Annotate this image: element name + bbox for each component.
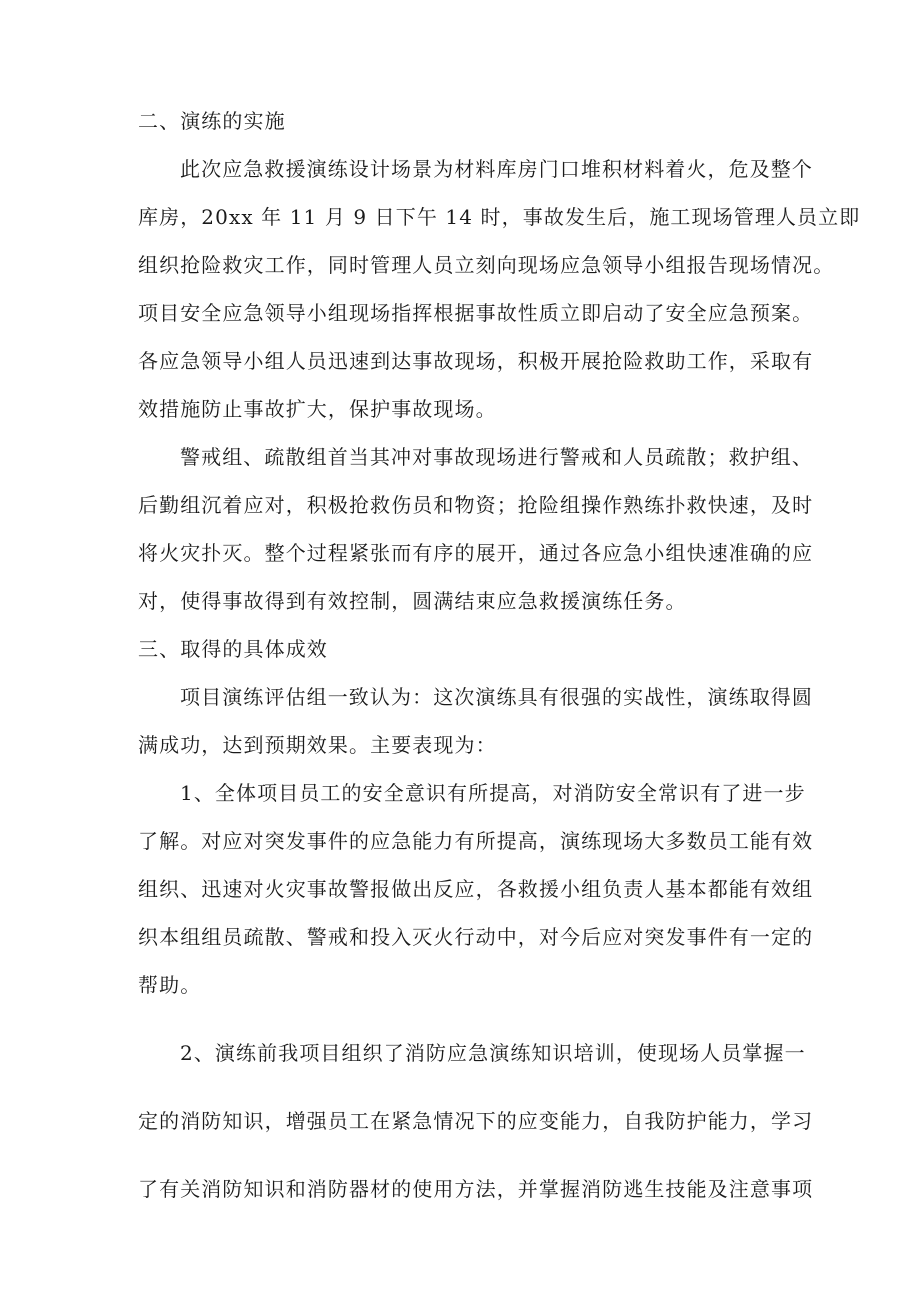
list-item-line: 组织、迅速对火灾事故警报做出反应，各救援小组负责人基本都能有效组 xyxy=(138,877,814,901)
paragraph-line: 项目演练评估组一致认为：这次演练具有很强的实战性，演练取得圆 xyxy=(180,685,813,709)
paragraph-line: 此次应急救援演练设计场景为材料库房门口堆积材料着火，危及整个 xyxy=(180,157,813,181)
list-item-line: 织本组组员疏散、警戒和投入灭火行动中，对今后应对突发事件有一定的 xyxy=(138,925,814,949)
paragraph-line: 组织抢险救灾工作，同时管理人员立刻向现场应急领导小组报告现场情况。 xyxy=(138,253,835,277)
list-item-line: 1、全体项目员工的安全意识有所提高，对消防安全常识有了进一步 xyxy=(180,781,806,805)
paragraph-line: 各应急领导小组人员迅速到达事故现场，积极开展抢险救助工作，采取有 xyxy=(138,349,814,373)
list-item-line: 了解。对应对突发事件的应急能力有所提高，演练现场大多数员工能有效 xyxy=(138,829,814,853)
paragraph-line: 将火灾扑灭。整个过程紧张而有序的展开，通过各应急小组快速准确的应 xyxy=(138,541,814,565)
paragraph-line: 对，使得事故得到有效控制，圆满结束应急救援演练任务。 xyxy=(138,589,687,613)
paragraph-line: 警戒组、疏散组首当其冲对事故现场进行警戒和人员疏散；救护组、 xyxy=(180,445,813,469)
paragraph-line: 效措施防止事故扩大，保护事故现场。 xyxy=(138,397,497,421)
paragraph-line: 满成功，达到预期效果。主要表现为： xyxy=(138,733,497,757)
section-heading-results: 三、取得的具体成效 xyxy=(138,637,328,661)
list-item-line: 定的消防知识，增强员工在紧急情况下的应变能力，自我防护能力，学习 xyxy=(138,1109,814,1133)
section-heading-implementation: 二、演练的实施 xyxy=(138,109,286,133)
list-item-line: 了有关消防知识和消防器材的使用方法，并掌握消防逃生技能及注意事项 xyxy=(138,1177,814,1201)
list-item-line: 2、演练前我项目组织了消防应急演练知识培训，使现场人员掌握一 xyxy=(180,1041,806,1065)
paragraph-line: 后勤组沉着应对，积极抢救伤员和物资；抢险组操作熟练扑救快速，及时 xyxy=(138,493,814,517)
paragraph-line: 项目安全应急领导小组现场指挥根据事故性质立即启动了安全应急预案。 xyxy=(138,301,814,325)
list-item-line: 帮助。 xyxy=(138,973,202,997)
paragraph-line: 库房，20xx 年 11 月 9 日下午 14 时，事故发生后，施工现场管理人员立即 xyxy=(138,205,861,229)
